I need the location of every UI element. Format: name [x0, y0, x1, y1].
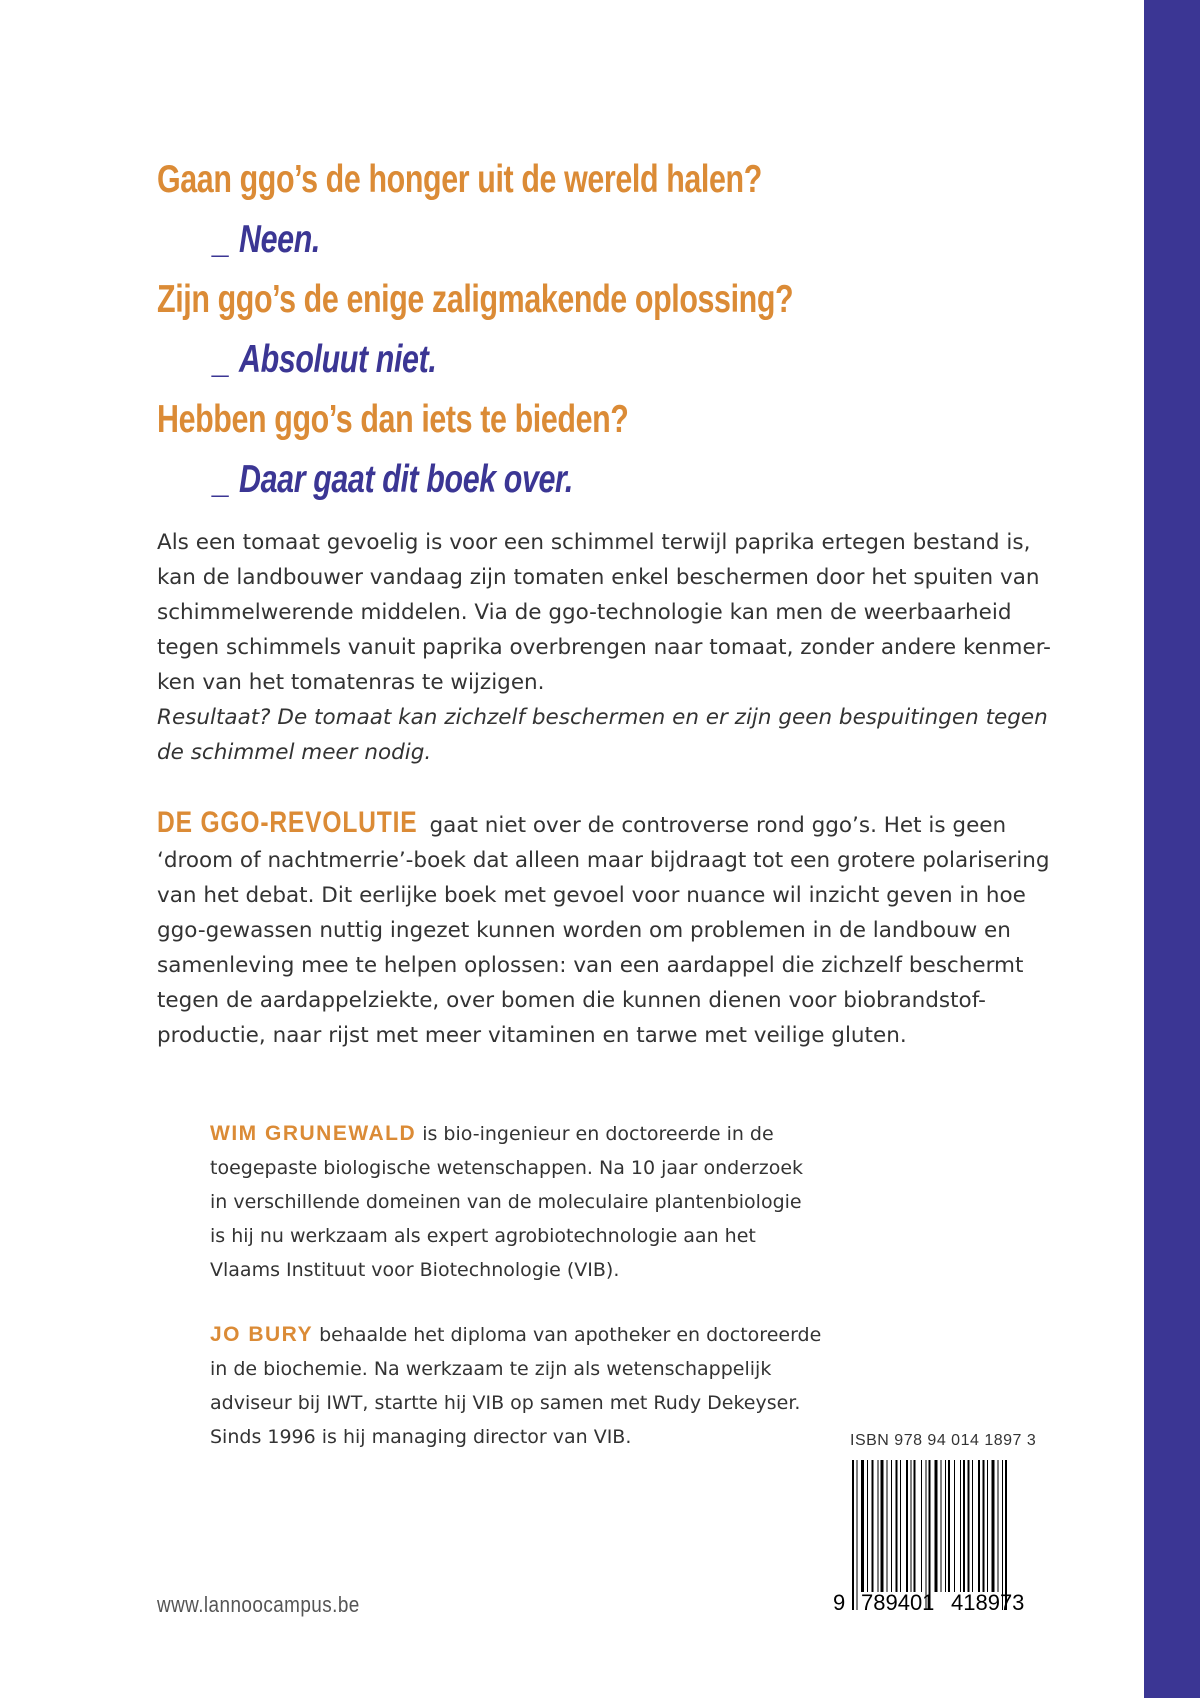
website-url: www.lannoocampus.be: [157, 1592, 360, 1617]
bio-line: adviseur bij IWT, startte hij VIB op samen met Rudy Dekeyser.: [210, 1392, 801, 1414]
bio-line: Vlaams Instituut voor Biotechnologie (VIB).: [210, 1259, 620, 1281]
author-bio-bury: [210, 1318, 850, 1454]
barcode-bar: [929, 1460, 931, 1610]
bio-line: in de biochemie. Na werkzaam te zijn als wetenschappelijk: [210, 1358, 772, 1380]
barcode-bar: [1005, 1460, 1007, 1610]
barcode-bar: [891, 1460, 892, 1592]
answer-1: [157, 210, 859, 270]
intro-line: kan de landbouwer vandaag zijn tomaten enkel beschermen door het spuiten van: [157, 565, 1040, 590]
intro-paragraph: [157, 525, 1051, 770]
intro-line: ken van het tomatenras te wijzigen.: [157, 670, 545, 695]
barcode-bar: [911, 1460, 912, 1592]
book-title-highlight: DE GGO-REVOLUTIE: [157, 806, 418, 839]
author-name: WIM GRUNEWALD: [210, 1122, 417, 1145]
bio-line: toegepaste biologische wetenschappen. Na 10 jaar onderzoek: [210, 1157, 804, 1179]
intro-result-line: de schimmel meer nodig.: [157, 740, 432, 765]
barcode-bar: [896, 1460, 898, 1592]
barcode-group-2: 418973: [951, 1590, 1025, 1615]
intro-line: schimmelwerende middelen. Via de ggo-technologie kan men de weerbaarheid: [157, 600, 1012, 625]
description-line: van het debat. Dit eerlijke boek met gevoel voor nuance wil inzicht geven in hoe: [157, 883, 1026, 908]
answer-dash: _: [213, 338, 230, 381]
barcode-bar: [968, 1460, 970, 1592]
bio-line: in verschillende domeinen van de moleculaire plantenbiologie: [210, 1191, 802, 1213]
bio-text: behaalde het diploma van apotheker en doctoreerde: [313, 1324, 822, 1346]
barcode-bar: [914, 1460, 916, 1592]
description-first-line: [157, 805, 1037, 843]
barcode-bar: [881, 1460, 884, 1592]
isbn-text: ISBN 978 94 014 1897 3: [850, 1432, 1037, 1449]
answer-dash: _: [213, 458, 230, 501]
bio-first-line: [210, 1117, 850, 1151]
barcode-bar: [987, 1460, 988, 1592]
question-1: Gaan ggo’s de honger uit de wereld halen?: [157, 158, 762, 201]
barcode-bar: [998, 1460, 999, 1592]
intro-line: tegen schimmels vanuit paprika overbrengen naar tomaat, zonder andere kenmer-: [157, 635, 1051, 660]
spine-bar: [1144, 0, 1200, 1698]
description-line: ggo-gewassen nuttig ingezet kunnen worden om problemen in de landbouw en: [157, 918, 1011, 943]
barcode-bar: [978, 1460, 980, 1592]
question-2: Zijn ggo’s de enige zaligmakende oplossing?: [157, 278, 794, 321]
description-line: ‘droom of nachtmerrie’-boek dat alleen maar bijdraagt tot een grotere polarisering: [157, 848, 1050, 873]
barcode-bar: [960, 1460, 961, 1592]
barcode-bar: [887, 1460, 888, 1592]
barcode-bar: [867, 1460, 868, 1592]
answer-text: Neen.: [239, 218, 320, 261]
answer-dash: _: [213, 218, 230, 261]
barcode-bar: [945, 1460, 946, 1592]
qa-block: [157, 150, 1057, 510]
barcode-bar: [935, 1460, 938, 1592]
description-line: tegen de aardappelziekte, over bomen die kunnen dienen voor biobrandstof-: [157, 988, 986, 1013]
question-3: Hebben ggo’s dan iets te bieden?: [157, 398, 629, 441]
barcode-bar: [954, 1460, 955, 1592]
barcode-bar: [852, 1460, 854, 1610]
intro-line: Als een tomaat gevoelig is voor een schimmel terwijl paprika ertegen bestand is,: [157, 530, 1031, 555]
description-paragraph: [157, 805, 1050, 1053]
barcode-bar: [948, 1460, 950, 1592]
barcode-bar: [1002, 1460, 1003, 1610]
barcode-bar: [972, 1460, 973, 1592]
barcode-bar: [900, 1460, 901, 1592]
description-text: gaat niet over de controverse rond ggo’s. Het is geen: [422, 813, 1007, 838]
answer-3: [157, 450, 859, 510]
barcode-bar: [878, 1460, 879, 1592]
bio-text: is bio-ingenieur en doctoreerde in de: [416, 1123, 774, 1145]
author-bio-grunewald: [210, 1117, 850, 1287]
barcode-bar: [963, 1460, 965, 1592]
description-line: samenleving mee te helpen oplossen: van een aardappel die zichzelf beschermt: [157, 953, 1024, 978]
bio-first-line: [210, 1318, 850, 1352]
author-name: JO BURY: [210, 1323, 314, 1346]
barcode-first-digit: 9: [833, 1590, 846, 1615]
barcode-bar: [983, 1460, 985, 1592]
answer-text: Daar gaat dit boek over.: [239, 458, 573, 501]
barcode-bar: [921, 1460, 922, 1592]
barcode: [852, 1460, 1056, 1610]
bio-line: is hij nu werkzaam als expert agrobiotechnologie aan het: [210, 1225, 756, 1247]
barcode-group-1: 789401: [861, 1590, 935, 1615]
barcode-bar: [992, 1460, 995, 1592]
description-line: productie, naar rijst met meer vitaminen en tarwe met veilige gluten.: [157, 1023, 907, 1048]
bio-line: Sinds 1996 is hij managing director van VIB.: [210, 1426, 632, 1448]
barcode-bar: [926, 1460, 927, 1610]
answer-2: [157, 330, 859, 390]
barcode-bar: [857, 1460, 858, 1610]
barcode-bar: [906, 1460, 908, 1592]
answer-text: Absoluut niet.: [239, 338, 437, 381]
barcode-bar: [941, 1460, 942, 1592]
barcode-bar: [861, 1460, 864, 1592]
barcode-bar: [872, 1460, 874, 1592]
intro-result-line: Resultaat? De tomaat kan zichzelf beschermen en er zijn geen bespuitingen tegen: [157, 705, 1048, 730]
